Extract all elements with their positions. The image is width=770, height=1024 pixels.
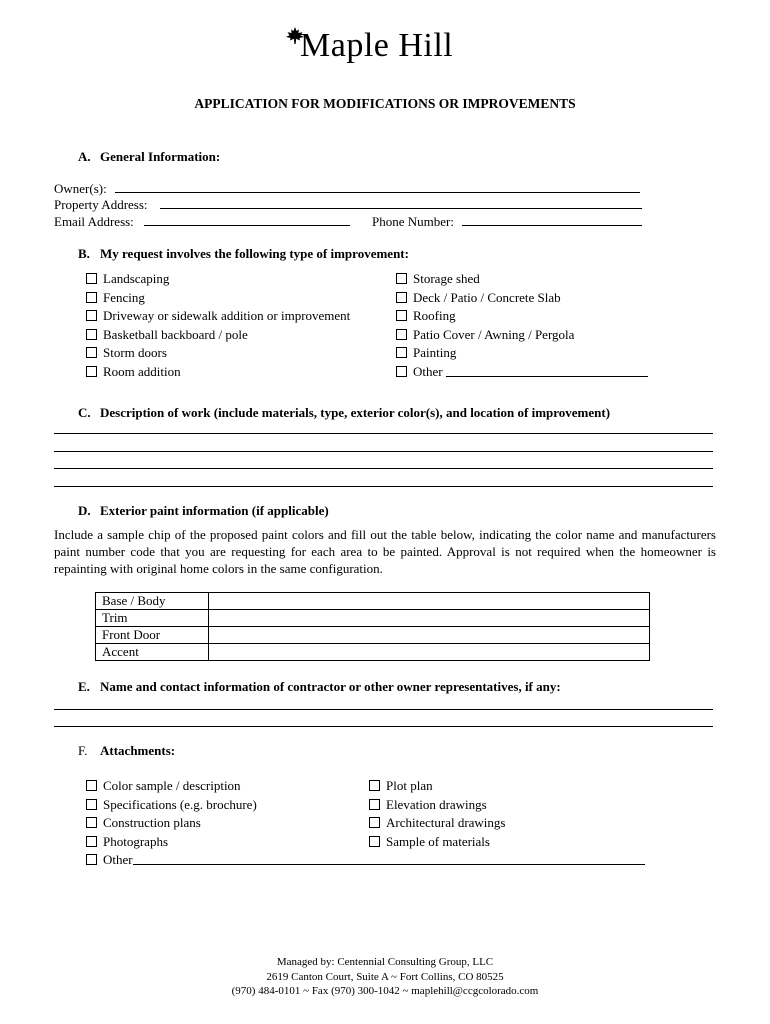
property-address-field[interactable]	[160, 208, 642, 209]
attachment-other[interactable]	[86, 851, 257, 870]
option-label: Deck / Patio / Concrete Slab	[413, 289, 561, 305]
option-label: Storm doors	[103, 345, 167, 360]
paint-table	[95, 592, 650, 661]
paint-area-input[interactable]	[209, 644, 650, 661]
option-fencing[interactable]	[86, 289, 350, 308]
section-c-title: Description of work (include materials, type, exterior color(s), and location of improvement)	[100, 405, 611, 420]
checkbox[interactable]	[396, 329, 407, 340]
table-row	[96, 644, 650, 661]
section-d-heading	[78, 503, 329, 519]
section-a-letter: A.	[78, 149, 91, 164]
checkbox[interactable]	[86, 817, 97, 828]
section-a-heading	[78, 149, 220, 165]
property-address-label: Property Address:	[54, 197, 148, 212]
option-storm-doors[interactable]	[86, 344, 350, 363]
option-label: Architectural drawings	[386, 815, 506, 830]
checkbox[interactable]	[396, 310, 407, 321]
option-driveway[interactable]	[86, 307, 350, 326]
paint-area-label: Front Door	[96, 627, 209, 644]
option-label: Painting	[413, 345, 457, 360]
option-patio-cover[interactable]	[396, 326, 574, 345]
section-e-letter: E.	[78, 679, 90, 694]
description-line-2[interactable]	[54, 451, 713, 452]
section-f-title: Attachments:	[100, 743, 176, 758]
paint-area-label: Accent	[96, 644, 209, 661]
checkbox[interactable]	[369, 817, 380, 828]
option-label: Construction plans	[103, 815, 201, 830]
option-painting[interactable]	[396, 344, 574, 363]
other-attachment-field[interactable]	[133, 864, 645, 865]
attachment-color-sample[interactable]	[86, 777, 257, 796]
section-d-letter: D.	[78, 503, 91, 518]
section-e-title: Name and contact information of contractor or other owner representatives, if any:	[100, 679, 561, 694]
contractor-line-1[interactable]	[54, 709, 713, 710]
option-label: Fencing	[103, 289, 145, 305]
improvement-type-right-list	[396, 270, 574, 381]
attachment-sample-materials[interactable]	[369, 833, 505, 852]
improvement-type-left-list	[86, 270, 350, 381]
table-row	[96, 610, 650, 627]
section-c-letter: C.	[78, 405, 91, 420]
option-label: Landscaping	[103, 271, 170, 286]
attachment-construction-plans[interactable]	[86, 814, 257, 833]
attachment-elevation-drawings[interactable]	[369, 796, 505, 815]
email-address-field[interactable]	[144, 225, 350, 226]
checkbox[interactable]	[86, 366, 97, 377]
footer-management: Managed by: Centennial Consulting Group, LLC	[276, 956, 494, 968]
email-address-label: Email Address:	[54, 214, 134, 229]
description-line-1[interactable]	[54, 433, 713, 434]
section-b-heading	[78, 246, 409, 262]
option-label: Specifications (e.g. brochure)	[103, 796, 257, 812]
attachment-plot-plan[interactable]	[369, 777, 505, 796]
option-other[interactable]	[396, 363, 574, 382]
section-d-title: Exterior paint information (if applicable)	[100, 503, 329, 518]
footer-address: 2619 Canton Court, Suite A ~ Fort Collins, CO 80525	[266, 970, 504, 983]
paint-instructions: Include a sample chip of the proposed paint colors and fill out the table below, indicating the color name and manufacturers paint number code that you are requesting for each area to be painted. Approval is not required when the homeowner is repainting with original home colors in the same configuration.	[54, 527, 716, 576]
table-row	[96, 593, 650, 610]
checkbox[interactable]	[86, 854, 97, 865]
option-label: Photographs	[103, 833, 168, 849]
footer	[0, 955, 770, 999]
option-label: Sample of materials	[386, 833, 490, 849]
attachment-specifications[interactable]	[86, 796, 257, 815]
attachment-photographs[interactable]	[86, 833, 257, 852]
paint-area-label: Base / Body	[96, 593, 209, 610]
paint-area-label: Trim	[96, 610, 209, 627]
option-label: Other	[413, 363, 443, 379]
owners-field[interactable]	[115, 192, 640, 193]
option-room-addition[interactable]	[86, 363, 350, 382]
paint-area-input[interactable]	[209, 627, 650, 644]
form-title: APPLICATION FOR MODIFICATIONS OR IMPROVEMENTS	[194, 96, 576, 111]
checkbox[interactable]	[369, 799, 380, 810]
option-label: Other	[103, 852, 133, 867]
section-e-heading	[78, 679, 561, 695]
paint-area-input[interactable]	[209, 610, 650, 627]
paint-area-input[interactable]	[209, 593, 650, 610]
other-improvement-field[interactable]	[446, 376, 648, 377]
section-a-title: General Information:	[100, 149, 221, 164]
owners-label: Owner(s):	[54, 181, 107, 196]
option-roofing[interactable]	[396, 307, 574, 326]
checkbox[interactable]	[396, 292, 407, 303]
checkbox[interactable]	[396, 347, 407, 358]
option-landscaping[interactable]	[86, 270, 350, 289]
checkbox[interactable]	[86, 273, 97, 284]
option-deck-patio[interactable]	[396, 289, 574, 308]
footer-contact: (970) 484-0101 ~ Fax (970) 300-1042 ~ maplehill@ccgcolorado.com	[231, 985, 539, 997]
contractor-line-2[interactable]	[54, 726, 713, 727]
section-f-heading	[78, 743, 175, 759]
checkbox[interactable]	[369, 780, 380, 791]
logo-wordmark: Maple Hill	[300, 27, 454, 64]
checkbox[interactable]	[86, 780, 97, 791]
attachments-right-list	[369, 777, 505, 851]
description-line-4[interactable]	[54, 486, 713, 487]
checkbox[interactable]	[396, 366, 407, 377]
section-c-heading	[78, 405, 610, 421]
option-label: Color sample / description	[103, 778, 241, 793]
attachment-architectural-drawings[interactable]	[369, 814, 505, 833]
checkbox[interactable]	[86, 347, 97, 358]
table-row	[96, 627, 650, 644]
checkbox[interactable]	[86, 310, 97, 321]
section-f-letter: F.	[78, 743, 88, 758]
option-label: Room addition	[103, 363, 181, 379]
checkbox[interactable]	[396, 273, 407, 284]
option-label: Storage shed	[413, 271, 480, 286]
phone-number-label: Phone Number:	[372, 214, 454, 229]
checkbox[interactable]	[369, 836, 380, 847]
section-b-title: My request involves the following type of improvement:	[100, 246, 409, 261]
option-label: Driveway or sidewalk addition or improvement	[103, 308, 351, 323]
attachments-left-list	[86, 777, 257, 870]
checkbox[interactable]	[86, 836, 97, 847]
option-storage-shed[interactable]	[396, 270, 574, 289]
option-basketball[interactable]	[86, 326, 350, 345]
option-label: Plot plan	[386, 778, 433, 793]
checkbox[interactable]	[86, 292, 97, 303]
section-b-letter: B.	[78, 246, 90, 261]
checkbox[interactable]	[86, 329, 97, 340]
option-label: Basketball backboard / pole	[103, 326, 248, 342]
phone-number-field[interactable]	[462, 225, 642, 226]
option-label: Elevation drawings	[386, 796, 487, 812]
checkbox[interactable]	[86, 799, 97, 810]
option-label: Patio Cover / Awning / Pergola	[413, 326, 575, 342]
description-line-3[interactable]	[54, 468, 713, 469]
option-label: Roofing	[413, 308, 456, 323]
